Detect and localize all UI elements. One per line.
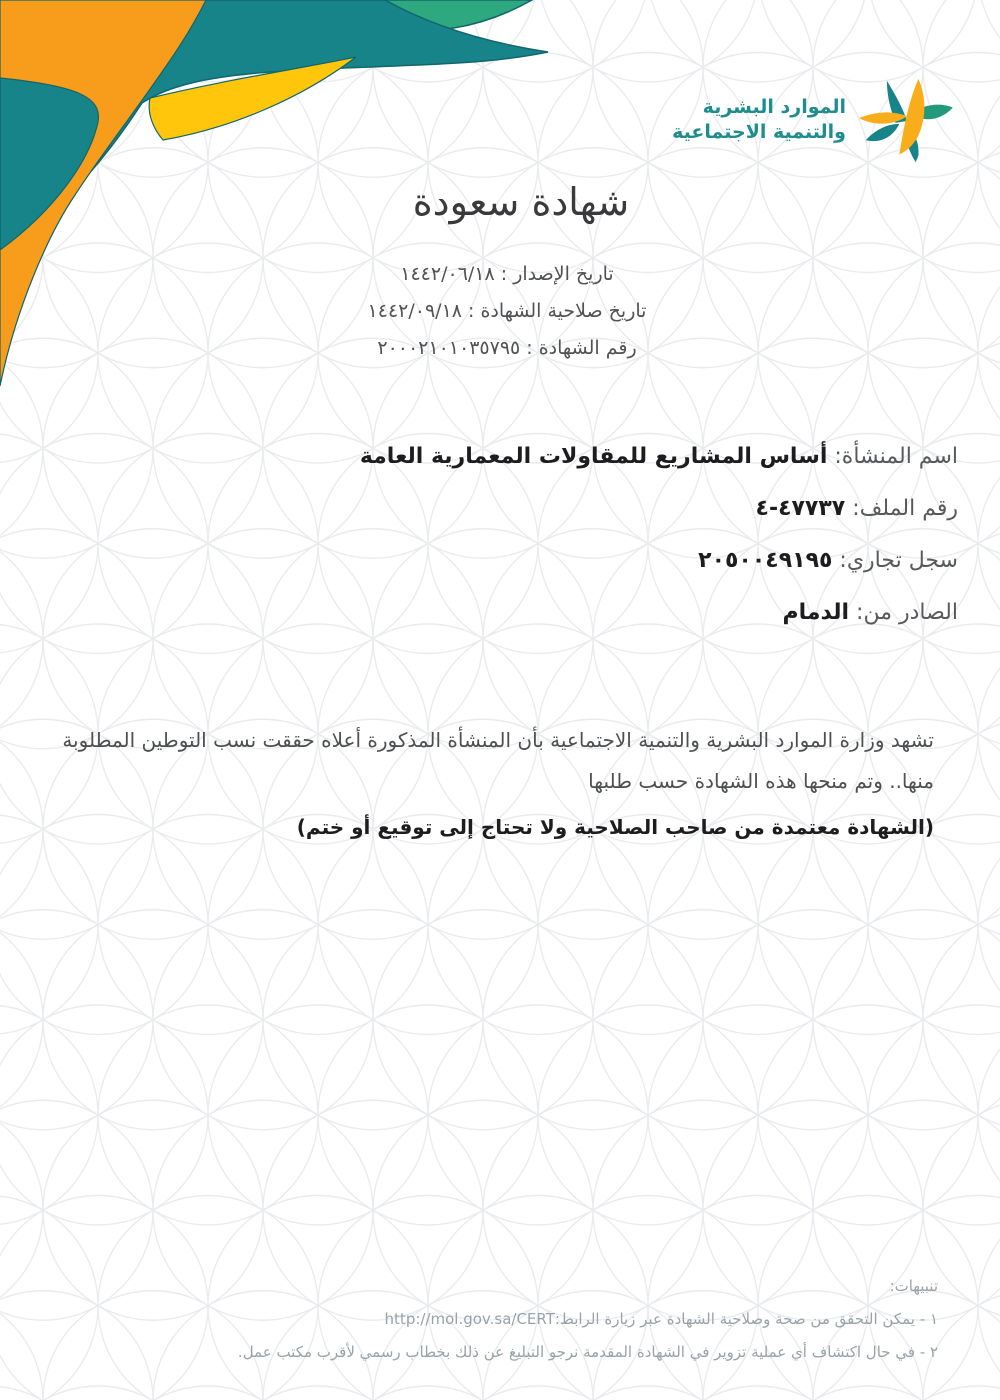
certification-statement: تشهد وزارة الموارد البشرية والتنمية الاجتماعية بأن المنشأة المذكورة أعلاه حققت نسب التوطين المطلوبة منها.. وتم منحها هذه الشهادة حسب طلبها	[62, 728, 934, 793]
validity-date-line: تاريخ صلاحية الشهادة : ١٤٤٢/٠٩/١٨	[367, 300, 647, 322]
certificate-verification-url[interactable]: http://mol.gov.sa/CERT	[384, 1310, 555, 1328]
establishment-details	[40, 444, 958, 652]
certificate-title: شهادة سعودة	[412, 180, 630, 224]
ministry-logo	[672, 76, 956, 164]
certificate-number-line: رقم الشهادة : ٢٠٠٠٢١٠١٠٣٥٧٩٥	[377, 337, 637, 359]
footer-heading: تنبيهات:	[889, 1277, 938, 1295]
commercial-register-row	[40, 548, 958, 573]
approval-note: (الشهادة معتمدة من صاحب الصلاحية ولا تحتاج إلى توقيع أو ختم)	[296, 815, 934, 839]
commercial-register-label: سجل تجاري:	[839, 548, 958, 573]
establishment-name-value: أساس المشاريع للمقاولات المعمارية العامة	[359, 444, 828, 469]
ministry-name-line1: الموارد البشرية	[702, 96, 846, 118]
establishment-name-row	[40, 444, 958, 469]
footer-note-2: ٢ - في حال اكتشاف أي عملية تزوير في الشهادة المقدمة نرجو التبليغ عن ذلك بخطاب رسمي لأقرب مكتب عمل.	[237, 1343, 938, 1361]
issued-from-label: الصادر من:	[856, 600, 958, 625]
ministry-name-line2: والتنمية الاجتماعية	[672, 121, 846, 143]
commercial-register-value: ٢٠٥٠٠٤٩١٩٥	[698, 548, 833, 573]
certification-statement-block	[56, 720, 934, 848]
footer-note-1-text: ١ - يمكن التحقق من صحة وصلاحية الشهادة عبر زيارة الرابط:	[554, 1310, 938, 1328]
ministry-logo-text	[672, 95, 846, 145]
file-number-value: ٤٧٧٣٧-٤	[755, 496, 846, 521]
footer-note-1	[30, 1303, 938, 1336]
mhrsd-palm-icon	[856, 76, 956, 164]
issue-date-line: تاريخ الإصدار : ١٤٤٢/٠٦/١٨	[400, 263, 614, 285]
file-number-row	[40, 496, 958, 521]
certificate-meta	[0, 256, 1000, 367]
establishment-name-label: اسم المنشأة:	[834, 444, 958, 469]
issued-from-row	[40, 600, 958, 625]
file-number-label: رقم الملف:	[852, 496, 958, 521]
issued-from-value: الدمام	[782, 600, 850, 625]
footer-notices	[30, 1270, 938, 1369]
